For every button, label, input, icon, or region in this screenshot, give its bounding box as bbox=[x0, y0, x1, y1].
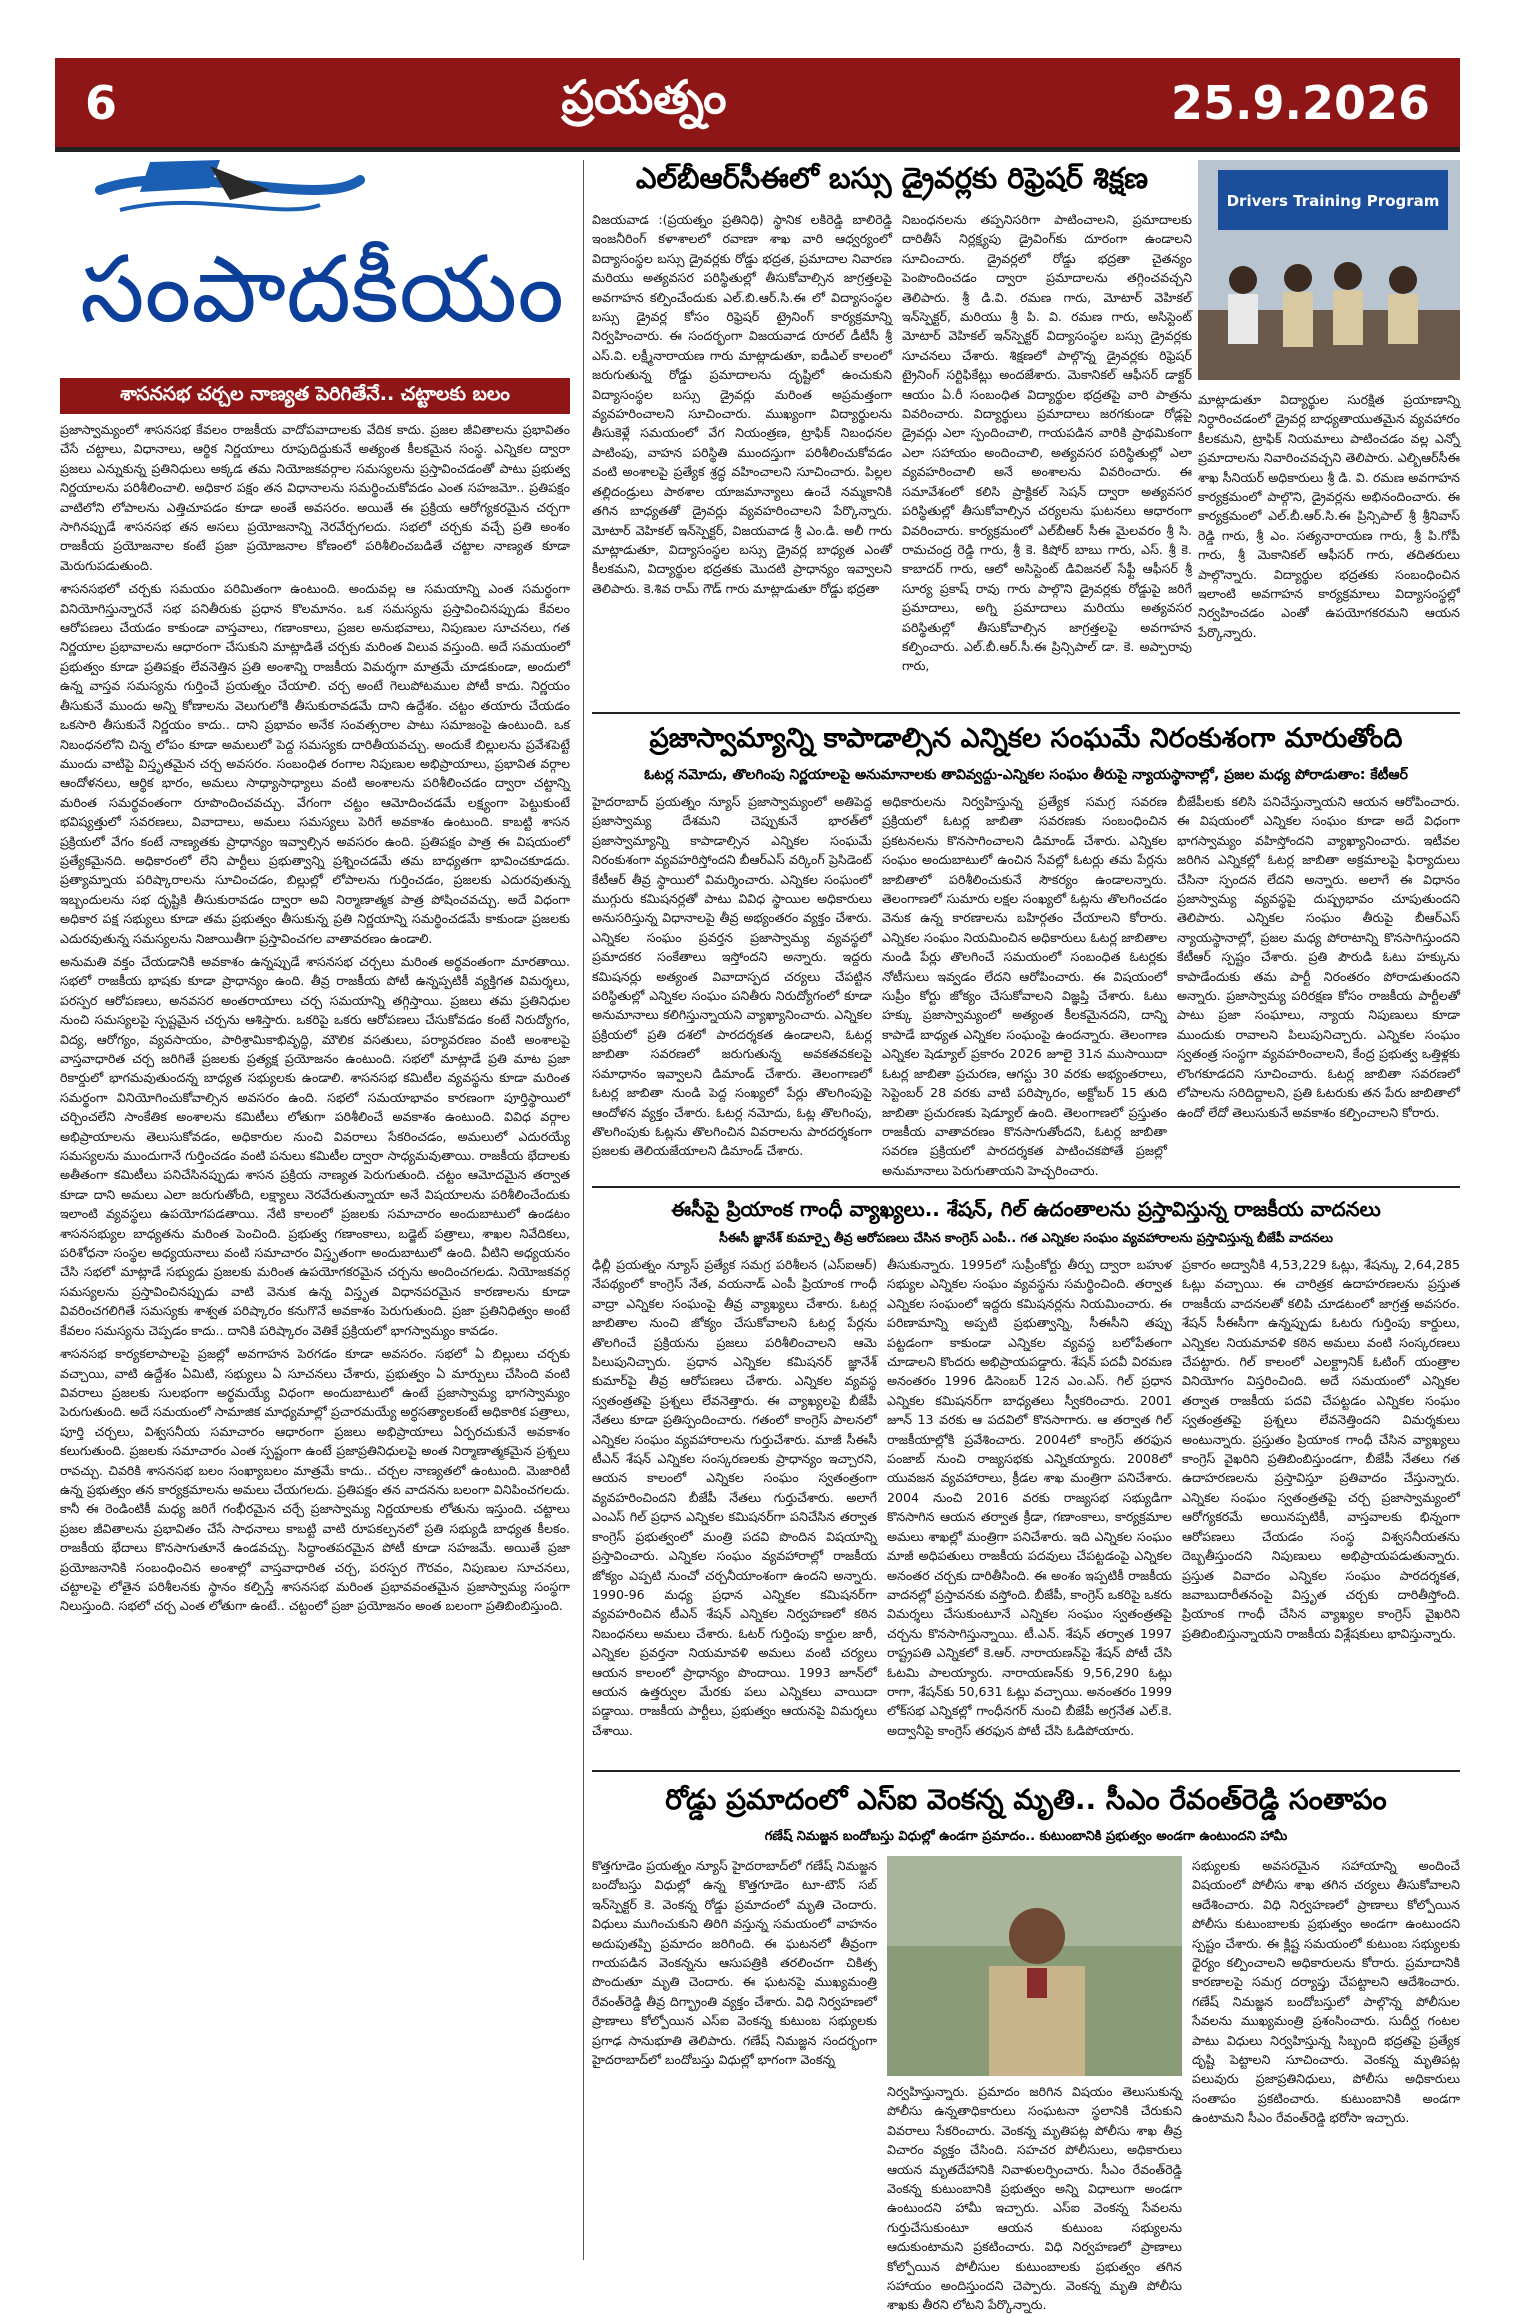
section-divider bbox=[592, 1770, 1460, 1772]
article1-body-col1: విజయవాడ :(ప్రయత్నం ప్రతినిధి) స్థానిక లకిరెడ్డి బాలిరెడ్డి ఇంజనీరింగ్ కళాశాలలో రవాణా శాఖ వారి ఆధ్వర్యంలో విద్యాసంస్థల బస్సు డ్రైవర్లకు రోడ్డు భద్రత, ప్రమాదాల నివారణ మరియు అత్యవసర పరిస్థితుల్లో తీసుకోవాల్సిన జాగ్రత్తలపై అవగాహన కల్పించేందుకు ఎల్.బి.ఆర్.సి.ఈ లో విద్యాసంస్థల బస్సు డ్రైవర్ల కోసం రిఫ్రెషర్ ట్రైనింగ్ కార్యక్రమాన్ని నిర్వహించారు. ఈ సందర్భంగా విజయవాడ రూరల్ డీటీసీ శ్రీ ఎస్.వి. లక్ష్మీనారాయణ గారు మాట్లాడుతూ, ఐడీఎల్ కాలంలో జరుగుతున్న రోడ్డు ప్రమాదాలను దృష్టిలో ఉంచుకుని విద్యాసంస్థల బస్సు డ్రైవర్లు మరింత అప్రమత్తంగా వ్యవహరించాలని సూచించారు. ముఖ్యంగా విద్యార్థులను తీసుకెళ్లే సమయంలో వేగ నియంత్రణ, ట్రాఫిక్ నిబంధనల పాటింపు, వాహన పరిస్థితి ముందస్తుగా పరిశీలించుకోవడం వంటి అంశాలపై ప్రత్యేక శ్రద్ధ వహించాలని సూచించారు. పిల్లల తల్లిదండ్రులు పాఠశాల యాజమాన్యాలు ఉంచే నమ్మకానికి తగిన బాధ్యతతో డ్రైవర్లు వ్యవహరించాలని పేర్కొన్నారు. మోటార్ వెహికల్ ఇన్‌స్పెక్టర్, విజయవాడ శ్రీ ఎం.డి. అలీ గారు మాట్లాడుతూ, విద్యాసంస్థల బస్సు డ్రైవర్ల బాధ్యత ఎంతో కీలకమని, విద్యార్థుల భద్రతకు మొదటి ప్రాధాన్యం ఇవ్వాలని తెలిపారు. కె.శివ రామ్ గౌడ్ గారు మాట్లాడుతూ రోడ్డు భద్రతా bbox=[592, 212, 892, 596]
article3-body-col3: ప్రకారం అద్వానీకి 4,53,229 ఓట్లు, శేషన్కు 2,64,285 ఓట్లు వచ్చాయి. ఈ చారిత్రక ఉదాహరణలను ప్రస్తుత రాజకీయ వాదనలతో కలిపి చూడటంలో జాగ్రత్త అవసరం. శేషన్ సీఈసీగా ఉన్నప్పుడు ఓటరు గుర్తింపు కార్డులు, ఎన్నికల నియమావళి కఠిన అమలు వంటి సంస్కరణలు చేపట్టారు. గిల్ కాలంలో ఎలక్ట్రానిక్ ఓటింగ్ యంత్రాల వినియోగం విస్తరించింది. అదే సమయంలో ఎన్నికల తర్వాత రాజకీయ పదవి చేపట్టడం ఎన్నికల సంఘం స్వతంత్రతపై ప్రశ్నలు లేవనెత్తిందని విమర్శకులు అంటున్నారు. ప్రస్తుతం ప్రియాంక గాంధీ చేసిన వ్యాఖ్యలు కాంగ్రెస్ వైఖరిని ప్రతిబింబిస్తుండగా, బీజేపీ నేతలు గత ఉదాహరణలను ప్రస్తావిస్తూ ప్రతివాదం చేస్తున్నారు. ఎన్నికల సంఘం స్వతంత్రతపై చర్చ ప్రజాస్వామ్యంలో ఆరోగ్యకరమే అయినప్పటికీ, వాస్తవాలకు భిన్నంగా ఆరోపణలు చేయడం సంస్థ విశ్వసనీయతను దెబ్బతీస్తుందని నిపుణులు అభిప్రాయపడుతున్నారు. ప్రస్తుత వివాదం ఎన్నికల సంఘం పారదర్శకత, జవాబుదారీతనంపై విస్తృత చర్చకు దారితీస్తోంది. ప్రియాంక గాంధీ చేసిన వ్యాఖ్యల కాంగ్రెస్ వైఖరిని ప్రతిబింబిస్తున్నాయని రాజకీయ విశ్లేషకులు భావిస్తున్నారు. bbox=[1182, 1257, 1460, 1641]
top-margin bbox=[0, 0, 1515, 45]
article4-body-col1: కొత్తగూడెం ప్రయత్నం న్యూస్ హైదరాబాద్‌లో గణేష్ నిమజ్జన బందోబస్తు విధుల్లో ఉన్న కొత్తగూడెం టూ-టౌన్ సబ్ ఇన్‌స్పెక్టర్ కె. వెంకన్న రోడ్డు ప్రమాదంలో మృతి చెందారు. విధులు ముగించుకుని తిరిగి వస్తున్న సమయంలో వాహనం అదుపుతప్పి ప్రమాదం జరిగింది. ఈ ఘటనలో తీవ్రంగా గాయపడిన వెంకన్నను ఆసుపత్రికి తరలించగా చికిత్స పొందుతూ మృతి చెందారు. ఈ ఘటనపై ముఖ్యమంత్రి రేవంత్‌రెడ్డి తీవ్ర దిగ్భ్రాంతి వ్యక్తం చేశారు. విధి నిర్వహణలో ప్రాణాలు కోల్పోయిన ఎస్ఐ వెంకన్న కుటుంబ సభ్యులకు ప్రగాఢ సానుభూతి తెలిపారు. గణేష్ నిమజ్జన సందర్భంగా హైదరాబాద్‌లో బందోబస్తు విధుల్లో భాగంగా వెంకన్న bbox=[592, 1858, 877, 2068]
issue-date: 25.9.2026 bbox=[1171, 75, 1430, 130]
editorial-logo bbox=[60, 150, 570, 380]
article1-caption: మాట్లాడుతూ విద్యార్థుల సురక్షిత ప్రయాణాన్ని నిర్ధారించడంలో డ్రైవర్ల బాధ్యతాయుతమైన వ్యవహారం కీలకమని, ట్రాఫిక్ నియమాలు పాటించడం వల్ల ఎన్నో ప్రమాదాలను నివారించవచ్చని తెలిపారు. ఎల్బిఆర్‌సీఈ శాఖ సీనియర్ అధికారులు శ్రీ డి. వి. రమణ అవగాహన కార్యక్రమంలో పాల్గొని, డ్రైవర్లను అభినందించారు. ఈ కార్యక్రమంలో ఎల్‌.బీ.ఆర్.సి.ఈ ప్రిన్సిపాల్ శ్రీ శ్రీనివాస్ రెడ్డి గారు, శ్రీ ఎం. సత్యనారాయణ గారు, శ్రీ పి.గోపీ గారు, శ్రీ మెకానికల్ ఆఫీసర్ గారు, తదితరులు పాల్గొన్నారు. విద్యార్థుల భద్రతకు సంబంధించిన ఇలాంటి అవగాహన కార్యక్రమాలు విద్యాసంస్థల్లో నిర్వహించడం ఎంతో ఉపయోగకరమని ఆయన పేర్కొన్నారు. bbox=[1198, 392, 1460, 640]
editorial-logo-text: సంపాదకీయం bbox=[80, 236, 565, 343]
article1-photo bbox=[1198, 160, 1460, 380]
article2-body-col3: బీజేపీలకు కలిసి పనిచేస్తున్నాయని ఆయన ఆరోపించారు. ఈ విషయంలో ఎన్నికల సంఘం కూడా అదే విధంగా భాగస్వామ్యం వహిస్తోందని వ్యాఖ్యానించారు. ఇటీవల జరిగిన ఎన్నికల్లో ఓటర్ల జాబితా అక్రమాలపై ఫిర్యాదులు చేసినా స్పందన లేదని అన్నారు. అలాగే ఈ విధానం ప్రజాస్వామ్య వ్యవస్థపై దుష్ప్రభావం చూపుతుందని తెలిపారు. ఎన్నికల సంఘం తీరుపై బీఆర్ఎస్ న్యాయస్థానాల్లో, ప్రజల మధ్య పోరాటాన్ని కొనసాగిస్తుందని కేటీఆర్ స్పష్టం చేశారు. ప్రతి పౌరుడి ఓటు హక్కును కాపాడేందుకు తమ పార్టీ నిరంతరం పోరాడుతుందని అన్నారు. ప్రజాస్వామ్య పరిరక్షణ కోసం రాజకీయ పార్టీలతో పాటు ప్రజా సంఘాలు, న్యాయ నిపుణులు కూడా ముందుకు రావాలని పిలుపునిచ్చారు. ఎన్నికల సంఘం స్వతంత్ర సంస్థగా వ్యవహరించాలని, కేంద్ర ప్రభుత్వ ఒత్తిళ్లకు లొంగకూడదని సూచించారు. ఓటర్ల జాబితా సవరణలో లోపాలను సరిదిద్దాలని, ప్రతి ఓటరుకు తన పేరు జాబితాలో ఉందో లేదో తెలుసుకునే అవకాశం కల్పించాలని కోరారు. bbox=[1177, 794, 1460, 1120]
article3-body-col1: ఢిల్లీ ప్రయత్నం న్యూస్ ప్రత్యేక సమగ్ర పరిశీలన (ఎస్ఐఆర్) నేపథ్యంలో కాంగ్రెస్ నేత, వయనాడ్ ఎంపీ ప్రియాంక గాంధీ వాద్రా ఎన్నికల సంఘంపై తీవ్ర వ్యాఖ్యలు చేశారు. ఓటర్ల జాబితాల నుంచి జోక్యం చేసుకోవాలని ఓటర్ల పేర్లను తొలగించే ప్రక్రియను ప్రజలు పరిశీలించాలని ఆమె పిలుపునిచ్చారు. ప్రధాన ఎన్నికల కమిషనర్ జ్ఞానేశ్ కుమార్‌పై తీవ్ర ఆరోపణలు చేశారు. ఎన్నికల వ్యవస్థ స్వతంత్రతపై ప్రశ్నలు లేవనెత్తారు. ఈ వ్యాఖ్యలపై బీజేపీ నేతలు కూడా ప్రతిస్పందించారు. గతంలో కాంగ్రెస్ పాలనలో ఎన్నికల సంఘం వ్యవహారాలను గుర్తుచేశారు. మాజీ సీఈసీ టీఎన్ శేషన్ ఎన్నికల సంస్కరణలకు ప్రాధాన్యం ఇచ్చారని, ఆయన కాలంలో ఎన్నికల సంఘం స్వతంత్రంగా వ్యవహరించిందని బీజేపీ నేతలు గుర్తుచేశారు. అలాగే ఎంఎస్ గిల్ ప్రధాన ఎన్నికల కమిషనర్‌గా పనిచేసిన తర్వాత కాంగ్రెస్ ప్రభుత్వంలో మంత్రి పదవి పొందిన విషయాన్ని ప్రస్తావించారు. ఎన్నికల సంఘం వ్యవహారాల్లో రాజకీయ జోక్యం ఎప్పటి నుంచో చర్చనీయాంశంగా ఉందని అన్నారు. 1990-96 మధ్య ప్రధాన ఎన్నికల కమిషనర్‌గా వ్యవహరించిన టీఎన్ శేషన్ ఎన్నికల నిర్వహణలో కఠిన నిబంధనలు అమలు చేశారు. ఓటర్ గుర్తింపు కార్డుల జారీ, ఎన్నికల ప్రవర్తనా నియమావళి అమలు వంటి చర్యలు ఆయన కాలంలో ప్రాధాన్యం పొందాయి. 1993 జూన్‌లో ఆయన ఉత్తర్వుల మేరకు పలు ఎన్నికలు వాయిదా పడ్డాయి. రాజకీయ పార్టీలు, ప్రభుత్వం ఆయనపై విమర్శలు చేశాయి. bbox=[592, 1257, 877, 1738]
editorial-paragraph: అనుమతి వక్తం చేయడానికి అవకాశం ఉన్నప్పుడే శాసనసభ చర్చలు మరింత అర్థవంతంగా మారతాయి. సభలో రాజకీయ భాషకు కూడా ప్రాధాన్యం ఉంది. తీవ్ర రాజకీయ పోటీ ఉన్నప్పటికీ వ్యక్తిగత విమర్శలు, పరస్పర ఆరోపణలు, అనవసర అంతరాయాలు చర్చ సమయాన్ని తగ్గిస్తాయి. ప్రజలు తమ ప్రతినిధుల నుంచి సమస్యలపై స్పష్టమైన చర్చను ఆశిస్తారు. ఒకరిపై ఒకరు ఆరోపణలు చేసుకోవడం కంటే నిరుద్యోగం, విద్య, ఆరోగ్యం, వ్యవసాయం, పారిశ్రామికాభివృద్ధి, మౌలిక వసతులు, పర్యావరణం వంటి అంశాలపై వాస్తవాధారిత చర్చ జరిగితే ప్రజలకు ప్రత్యక్ష ప్రయోజనం ఉంటుంది. సభలో మాట్లాడే ప్రతి మాట ప్రజా రికార్డులో భాగమవుతుందన్న బాధ్యత సభ్యులకు ఉండాలి. శాసనసభ కమిటీల వ్యవస్థను కూడా మరింత సమర్థంగా వినియోగించుకోవాల్సిన అవసరం ఉంది. సభలో సమయాభావం కారణంగా పూర్తిస్థాయిలో చర్చించలేని సాంకేతిక అంశాలను కమిటీలు లోతుగా పరిశీలించే అవకాశం ఉంటుంది. వివిధ వర్గాల అభిప్రాయాలను తెలుసుకోవడం, అధికారుల నుంచి వివరాలు సేకరించడం, అమలులో ఎదురయ్యే సమస్యలను ముందుగానే గుర్తించడం వంటి పనులు కమిటీల ద్వారా సాధ్యమవుతాయి. రాజకీయ భేదాలకు అతీతంగా కమిటీలు పనిచేసినప్పుడు శాసన ప్రక్రియ నాణ్యత పెరుగుతుంది. చట్టం ఆమోదమైన తర్వాత కూడా దాని అమలు ఎలా జరుగుతోంది, లక్ష్యాలు నెరవేరుతున్నాయా అనే విషయాలను పరిశీలించేందుకు ఇలాంటి వ్యవస్థలు ఉపయోగపడతాయి. నేటి కాలంలో ప్రజలకు సమాచారం అందుబాటులో ఉండటం శాసనసభ్యుల బాధ్యతను మరింత పెంచింది. ప్రభుత్వ గణాంకాలు, బడ్జెట్ పత్రాలు, శాఖల నివేదికలు, పరిశోధనా సంస్థల అధ్యయనాలు వంటి సమాచారం విస్తృతంగా అందుబాటులో ఉంది. వీటిని అధ్యయనం చేసి సభలో మాట్లాడే సభ్యుడు ప్రజలకు మరింత ఉపయోగకరమైన చర్చను అందించగలడు. నియోజకవర్గ సమస్యలను ప్రస్తావించినప్పుడు వాటి వెనుక ఉన్న విస్తృత విధానపరమైన కారణాలను కూడా వివరించగలిగితే సమస్యకు శాశ్వత పరిష్కారం కనుగొనే అవకాశం పెరుగుతుంది. ప్రజా ప్రతినిధిత్వం అంటే కేవలం సమస్యను చెప్పడం కాదు.. దానికి పరిష్కారం వెతికే ప్రక్రియలో భాగస్వామ్యం కావడం. bbox=[60, 953, 570, 1338]
article4-body-col3: సభ్యులకు అవసరమైన సహాయాన్ని అందించే విషయంలో పోలీసు శాఖ తగిన చర్యలు తీసుకోవాలని ఆదేశించారు. విధి నిర్వహణలో ప్రాణాలు కోల్పోయిన పోలీసు కుటుంబాలకు ప్రభుత్వం అండగా ఉంటుందని స్పష్టం చేశారు. ఈ క్లిష్ట సమయంలో కుటుంబ సభ్యులకు ధైర్యం కల్పించాలని అధికారులను కోరారు. ప్రమాదానికి కారణాలపై సమగ్ర దర్యాప్తు చేపట్టాలని ఆదేశించారు. గణేష్ నిమజ్జన బందోబస్తులో పాల్గొన్న పోలీసుల సేవలను ముఖ్యమంత్రి ప్రశంసించారు. సుదీర్ఘ గంటల పాటు విధులు నిర్వహిస్తున్న సిబ్బంది భద్రతపై ప్రత్యేక దృష్టి పెట్టాలని సూచించారు. వెంకన్న మృతిపట్ల పలువురు ప్రజాప్రతినిధులు, పోలీసు అధికారులు సంతాపం ప్రకటించారు. కుటుంబానికి అండగా ఉంటామని సీఎం రేవంత్‌రెడ్డి భరోసా ఇచ్చారు. bbox=[1192, 1858, 1460, 2126]
paper-name: ప్రయత్నం bbox=[561, 69, 727, 124]
article3-subheadline: సీఈసీ జ్ఞానేశ్ కుమార్పై తీవ్ర ఆరోపణలు చేసిన కాంగ్రెస్ ఎంపీ.. గత ఎన్నికల సంఘం వ్యవహారాలను ప్రస్తావిస్తున్న బీజేపీ వాదనలు bbox=[719, 1230, 1333, 1245]
page-number: 6 bbox=[85, 75, 118, 130]
masthead bbox=[55, 58, 1460, 152]
article3-headline: ఈసీపై ప్రియాంక గాంధీ వ్యాఖ్యలు.. శేషన్, గిల్ ఉదంతాలను ప్రస్తావిస్తున్న రాజకీయ వాదనలు bbox=[671, 1197, 1381, 1221]
officer-photo-icon bbox=[887, 1856, 1182, 2076]
editorial-paragraph: శాసనసభ కార్యకలాపాలపై ప్రజల్లో అవగాహన పెరగడం కూడా అవసరం. సభలో ఏ బిల్లులు చర్చకు వచ్చాయి, వాటి ఉద్దేశం ఏమిటి, సభ్యులు ఏ సూచనలు చేశారు, ప్రభుత్వం ఏ మార్పులు చేసింది వంటి వివరాలు ప్రజలకు సులభంగా అర్థమయ్యే విధంగా అందుబాటులో ఉంటే ప్రజాస్వామ్య భాగస్వామ్యం పెరుగుతుంది. అదే సమయంలో సామాజిక మాధ్యమాల్లో ప్రచారమయ్యే అర్ధసత్యాలకంటే అధికారిక పత్రాలు, పూర్తి చర్చలు, విశ్వసనీయ సమాచారం ఆధారంగా ప్రజలు అభిప్రాయాలు ఏర్పరచుకునే అవకాశం కలుగుతుంది. ప్రజలకు సమాచారం ఎంత స్పష్టంగా ఉంటే ప్రజాప్రతినిధులపై అంత నిర్మాణాత్మకమైన ప్రశ్నలు రావచ్చు. చివరికి శాసనసభ బలం సంఖ్యాబలం మాత్రమే కాదు.. చర్చల నాణ్యతలో ఉంటుంది. మెజారిటీ ఉన్న ప్రభుత్వం తన కార్యక్రమాలను అమలు చేయగలదు. ప్రతిపక్షం తన వాదనను బలంగా వినిపించగలదు. కానీ ఈ రెండింటికీ మధ్య జరిగే గంభీరమైన చర్చే ప్రజాస్వామ్య నిర్ణయాలకు లోతును ఇస్తుంది. చట్టాలు ప్రజల జీవితాలను ప్రభావితం చేసే సాధనాలు కాబట్టి వాటి రూపకల్పనలో ప్రతి సభ్యుడి బాధ్యత కీలకం. రాజకీయ భేదాలు కొనసాగుతూనే ఉండవచ్చు. సిద్ధాంతపరమైన పోటీ కూడా సహజమే. అయితే ప్రజా ప్రయోజనానికి సంబంధించిన అంశాల్లో వాస్తవాధారిత చర్చ, పరస్పర గౌరవం, నిపుణుల సూచనలు, చట్టాలపై లోతైన పరిశీలనకు స్థానం కల్పిస్తే శాసనసభ మరింత ప్రభావవంతమైన ప్రజాస్వామ్య సంస్థగా నిలుస్తుంది. సభలో చర్చ ఎంత లోతుగా ఉంటే.. చట్టంలో ప్రజా ప్రయోజనం అంత బలంగా ప్రతిబింబిస్తుంది. bbox=[60, 1346, 570, 1614]
editorial-body bbox=[60, 420, 570, 2260]
article1-body-col2: నిబంధనలను తప్పనిసరిగా పాటించాలని, ప్రమాదాలకు దారితీసే నిర్లక్ష్యపు డ్రైవింగ్‌కు దూరంగా ఉండాలని సూచించారు. డ్రైవర్లలో రోడ్డు భద్రతా చైతన్యం పెంపొందించడం ద్వారా ప్రమాదాలను తగ్గించవచ్చని తెలిపారు. శ్రీ డి.వి. రమణ గారు, మోటార్ వెహికల్ ఇన్‌స్పెక్టర్, మరియు శ్రీ పి. వి. రమణ గారు, అసిస్టెంట్ మోటార్ వెహికల్ ఇన్‌స్పెక్టర్ విద్యాసంస్థల బస్సు డ్రైవర్లకు సూచనలు చేశారు. శిక్షణలో పాల్గొన్న డ్రైవర్లకు రిఫ్రెషర్ ట్రైనింగ్ సర్టిఫికేట్లు అందజేశారు. మెకానికల్ ఆఫీసర్ డాక్టర్ ఆయం ఏ.రీ సంబంధిత విద్యార్థుల భద్రతపై వారి పాత్రను వివరించారు. విద్యార్థులు ప్రమాదాలు జరగకుండా రోడ్లపై డ్రైవర్లు ఎలా స్పందించాలి, గాయపడిన వారికి ప్రాథమికంగా ఎలా సహాయం అందించాలి, అత్యవసర పరిస్థితుల్లో ఎలా వ్యవహరించాలి అనే అంశాలను వివరించారు. ఈ సమావేశంలో కలిసి ప్రాక్టికల్ సెషన్ ద్వారా అత్యవసర పరిస్థితుల్లో తీసుకోవాల్సిన చర్యలను ఘటనలు ఆధారంగా వివరించారు. కార్యక్రమంలో ఎల్‌బీఆర్ సీఈ మైలవరం శ్రీ సి. రామచంద్ర రెడ్డి గారు, శ్రీ కె. కిషోర్ బాబు గారు, ఎస్. శ్రీ కె. కాబాదర్ గారు, ఆలో అసిస్టెంట్ డివిజనల్ సేఫ్టీ ఆఫీసర్ శ్రీ సూర్య ప్రకాష్ రావు గారు పాల్గొని డ్రైవర్లకు రోడ్డుపై జరిగే ప్రమాదాలు, అగ్ని ప్రమాదాలు మరియు అత్యవసర పరిస్థితుల్లో తీసుకోవాల్సిన జాగ్రత్తలపై అవగాహన కల్పించారు. ఎల్.బీ.ఆర్.సీ.ఈ ప్రిన్సిపాల్ డా. కె. అప్పారావు గారు, bbox=[902, 212, 1192, 674]
article4-body-col2: నిర్వహిస్తున్నారు. ప్రమాదం జరిగిన విషయం తెలుసుకున్న పోలీసు ఉన్నతాధికారులు సంఘటనా స్థలానికి చేరుకుని వివరాలు సేకరించారు. వెంకన్న మృతిపట్ల పోలీసు శాఖ తీవ్ర విచారం వ్యక్తం చేసింది. సహచర పోలీసులు, అధికారులు ఆయన మృతదేహానికి నివాళులర్పించారు. సీఎం రేవంత్‌రెడ్డి వెంకన్న కుటుంబానికి ప్రభుత్వం అన్ని విధాలుగా అండగా ఉంటుందని హామీ ఇచ్చారు. ఎస్ఐ వెంకన్న సేవలను గుర్తుచేసుకుంటూ ఆయన కుటుంబ సభ్యులను ఆదుకుంటామని ప్రకటించారు. విధి నిర్వహణలో ప్రాణాలు కోల్పోయిన పోలీసుల కుటుంబాలకు ప్రభుత్వం తగిన సహాయం అందిస్తుందని చెప్పారు. వెంకన్న మృతి పోలీసు శాఖకు తీరని లోటని పేర్కొన్నారు. bbox=[887, 2084, 1182, 2313]
editorial-headline: శాసనసభ చర్చల నాణ్యత పెరిగితేనే.. చట్టాలకు బలం bbox=[60, 378, 570, 414]
section-divider bbox=[592, 712, 1460, 714]
article2-subheadline: ఓటర్ల నమోదు, తొలగింపు నిర్ణయాలపై అనుమానాలకు తావివ్వద్దు-ఎన్నికల సంఘం తీరుపై న్యాయస్థానాల్లో, ప్రజల మధ్య పోరాడుతాం: కేటీఆర్ bbox=[644, 767, 1408, 783]
column-divider bbox=[583, 160, 584, 2260]
editorial-paragraph: ప్రజాస్వామ్యంలో శాసనసభ కేవలం రాజకీయ వాదోపవాదాలకు వేదిక కాదు. ప్రజల జీవితాలను ప్రభావితం చేసే చట్టాలు, విధానాలు, ఆర్థిక నిర్ణయాలు రూపుదిద్దుకునే అత్యంత కీలకమైన సంస్థ. ఎన్నికల ద్వారా ప్రజలు ఎన్నుకున్న ప్రతినిధులు అక్కడ తమ నియోజకవర్గాల సమస్యలను ప్రస్తావించడంతో పాటు ప్రభుత్వ నిర్ణయాలను పరిశీలించాలి. అధికార పక్షం తన విధానాలను సమర్థించుకోవడం ఎంత సహజమో.. ప్రతిపక్షం వాటిలోని లోపాలను ఎత్తిచూపడం కూడా అంతే అవసరం. అయితే ఈ ప్రక్రియ ఆరోగ్యకరమైన చర్చగా సాగినప్పుడే శాసనసభ తన అసలు ప్రయోజనాన్ని నెరవేర్చగలదు. సభలో చర్చకు వచ్చే ప్రతి అంశం రాజకీయ ప్రయోజనాల కంటే ప్రజా ప్రయోజనాల కోణంలో పరిశీలించబడితే చట్టాల నాణ్యత కూడా మెరుగుపడుతుంది. bbox=[60, 422, 570, 573]
section-divider bbox=[592, 1186, 1460, 1188]
article4-photo bbox=[887, 1856, 1182, 2076]
article2-body-col1: హైదరాబాద్ ప్రయత్నం న్యూస్ ప్రజాస్వామ్యంలో అతిపెద్ద ప్రజాస్వామ్య దేశమని చెప్పుకునే భారత్‌లో ప్రజాస్వామ్యాన్ని కాపాడాల్సిన ఎన్నికల సంఘమే నిరంకుశంగా వ్యవహరిస్తోందని బీఆర్ఎస్ వర్కింగ్ ప్రెసిడెంట్ కేటీఆర్ తీవ్ర స్థాయిలో విమర్శించారు. ఎన్నికల సంఘంలో ముగ్గురు కమిషనర్లతో పాటు వివిధ స్థాయిల అధికారులు అనుసరిస్తున్న విధానాలపై తీవ్ర అభ్యంతరం వ్యక్తం చేశారు. ఎన్నికల సంఘం ప్రవర్తన ప్రజాస్వామ్య వ్యవస్థలో ప్రమాదకర సంకేతాలు ఇస్తోందని అన్నారు. ఇద్దరు కమిషనర్లు అత్యంత వివాదాస్పద చర్యలు చేపట్టిన పరిస్థితుల్లో ఎన్నికల సంఘం పనితీరు నిరుద్యోగంలో కూడా అనుమానాలు కలిగిస్తున్నాయని వ్యాఖ్యానించారు. ఎన్నికల ప్రక్రియలో ప్రతి దశలో పారదర్శకత ఉండాలని, ఓటర్ల జాబితా సవరణలో జరుగుతున్న అవకతవకలపై సమాధానం ఇవ్వాలని డిమాండ్ చేశారు. తెలంగాణలో ఓటర్ల జాబితా నుండి పెద్ద సంఖ్యలో పేర్లు తొలగింపుపై ఆందోళన వ్యక్తం చేశారు. ఓటర్ల నమోదు, ఓట్ల తొలగింపు, తొలగింపుకు ఓట్లను తొలగించిన వివరాలను పారదర్శకంగా ప్రజలకు తెలియజేయాలని డిమాండ్ చేశారు. bbox=[592, 794, 872, 1159]
article4-headline: రోడ్డు ప్రమాదంలో ఎస్ఐ వెంకన్న మృతి.. సీఎం రేవంత్‌రెడ్డి సంతాపం bbox=[665, 1783, 1387, 1816]
article2-body-col2: అధికారులను నిర్వహిస్తున్న ప్రత్యేక సమగ్ర సవరణ ప్రక్రియలో ఓటర్ల జాబితా సవరణకు సంబంధించిన ప్రకటనలను కొనసాగించాలని డిమాండ్ చేశారు. ఎన్నికల సంఘం అందుబాటులో ఉంచిన సేవల్లో ఓటర్లు తమ పేర్లను జాబితాలో పరిశీలించుకునే సౌకర్యం ఉండాలన్నారు. తెలంగాణలో సుమారు లక్షల సంఖ్యలో ఓట్లను తొలగించడం వెనుక ఉన్న కారణాలను బహిర్గతం చేయాలని కోరారు. ఎన్నికల సంఘం నియమించిన అధికారులు ఓటర్ల జాబితాల నుండి పేర్లు తొలగించే సమయంలో సంబంధిత ఓటర్లకు నోటీసులు ఇవ్వడం లేదని ఆరోపించారు. ఈ విషయంలో సుప్రీం కోర్టు జోక్యం చేసుకోవాలని విజ్ఞప్తి చేశారు. ఓటు హక్కు ప్రజాస్వామ్యంలో అత్యంత కీలకమైనదని, దాన్ని కాపాడే బాధ్యత ఎన్నికల సంఘంపై ఉందన్నారు. తెలంగాణ ఎన్నికల షెడ్యూల్ ప్రకారం 2026 జూలై 31న ముసాయిదా ఓటర్ల జాబితా ప్రచురణ, ఆగస్టు 30 వరకు అభ్యంతరాలు, సెప్టెంబర్ 28 వరకు వాటి పరిష్కారం, అక్టోబర్ 15 తుది జాబితా ప్రచురణకు షెడ్యూల్ ఉంది. తెలంగాణలో ప్రస్తుతం రాజకీయ వాతావరణం కొనసాగుతోందని, ఓటర్ల జాబితా సవరణ ప్రక్రియలో పారదర్శకత పాటించకపోతే ప్రజల్లో అనుమానాలు పెరుగుతాయని హెచ్చరించారు. bbox=[882, 794, 1167, 1178]
article3-body-col2: తీసుకున్నారు. 1995లో సుప్రీంకోర్టు తీర్పు ద్వారా బహుళ సభ్యుల ఎన్నికల సంఘం వ్యవస్థను సమర్థించింది. తర్వాత ఎన్నికల సంఘంలో ఇద్దరు కమిషనర్లను నియమించారు. ఈ పరిణామాన్ని అప్పటి ప్రభుత్వాన్ని, సీఈసీని తప్పు పట్టడంగా కాకుండా ఎన్నికల వ్యవస్థ బలోపేతంగా చూడాలని కొందరు అభిప్రాయపడ్డారు. శేషన్ పదవీ విరమణ అనంతరం 1996 డిసెంబర్ 12న ఎం.ఎస్. గిల్ ప్రధాన ఎన్నికల కమిషనర్‌గా బాధ్యతలు స్వీకరించారు. 2001 జూన్ 13 వరకు ఆ పదవిలో కొనసాగారు. ఆ తర్వాత గిల్ రాజకీయాల్లోకి ప్రవేశించారు. 2004లో కాంగ్రెస్ తరఫున పంజాబ్ నుంచి రాజ్యసభకు ఎన్నికయ్యారు. 2008లో యువజన వ్యవహారాలు, క్రీడల శాఖ మంత్రిగా పనిచేశారు. 2004 నుంచి 2016 వరకు రాజ్యసభ సభ్యుడిగా కొనసాగిన ఆయన తర్వాత క్రీడా, గణాంకాలు, కార్యక్రమాల అమలు శాఖల్లో మంత్రిగా పనిచేశారు. ఇది ఎన్నికల సంఘం మాజీ అధిపతులు రాజకీయ పదవులు చేపట్టడంపై ఎన్నికల అనంతర చర్చకు దారితీసింది. ఈ అంశం ఇప్పటికీ రాజకీయ వాదనల్లో ప్రస్తావనకు వస్తోంది. బీజేపీ, కాంగ్రెస్ ఒకరిపై ఒకరు విమర్శలు చేసుకుంటూనే ఎన్నికల సంఘం స్వతంత్రతపై చర్చను కొనసాగిస్తున్నాయి. టీ.ఎన్. శేషన్ తర్వాత 1997 రాష్ట్రపతి ఎన్నికలో కె.ఆర్. నారాయణన్‌పై శేషన్ పోటీ చేసి ఓటమి పాలయ్యారు. నారాయణన్‌కు 9,56,290 ఓట్లు రాగా, శేషన్‌కు 50,631 ఓట్లు వచ్చాయి. అనంతరం 1999 లోక్‌సభ ఎన్నికల్లో గాంధీనగర్ నుంచి బీజేపీ అగ్రనేత ఎల్.కె. అద్వానీపై కాంగ్రెస్ తరఫున పోటీ చేసి ఓడిపోయారు. bbox=[887, 1257, 1172, 1738]
article1-headline: ఎల్‌బీఆర్‌సీఈలో బస్సు డ్రైవర్లకు రిఫ్రెషర్ శిక్షణ bbox=[635, 161, 1149, 195]
article4-subheadline: గణేష్ నిమజ్జన బందోబస్తు విధుల్లో ఉండగా ప్రమాదం.. కుటుంబానికి ప్రభుత్వం అండగా ఉంటుందని హామీ bbox=[764, 1829, 1288, 1844]
training-photo-icon bbox=[1198, 160, 1460, 380]
photo-banner-text: Drivers Training Program bbox=[1226, 192, 1440, 210]
article2-headline: ప్రజాస్వామ్యాన్ని కాపాడాల్సిన ఎన్నికల సంఘమే నిరంకుశంగా మారుతోంది bbox=[649, 723, 1403, 754]
editorial-paragraph: శాసనసభలో చర్చకు సమయం పరిమితంగా ఉంటుంది. అందువల్ల ఆ సమయాన్ని ఎంత సమర్థంగా వినియోగిస్తున్నారనే సభ పనితీరుకు ప్రధాన కొలమానం. ఒక సమస్యను ప్రస్తావించినప్పుడు కేవలం ఆరోపణలు చేయడం కాకుండా వాస్తవాలు, గణాంకాలు, ప్రజల అనుభవాలు, నిపుణుల సూచనలు, గత నిర్ణయాల ప్రభావాలను ఆధారంగా చేసుకుని మాట్లాడితే చర్చకు మరింత విలువ వస్తుంది. అదే సమయంలో ప్రభుత్వం కూడా ప్రతిపక్షం లేవనెత్తిన ప్రతి అంశాన్ని రాజకీయ విమర్శగా మాత్రమే చూడకుండా, అందులో ఉన్న వాస్తవ సమస్యను గుర్తించే ప్రయత్నం చేయాలి. చర్చ అంటే గెలుపోటముల పోటీ కాదు. నిర్ణయం తీసుకునే ముందు అన్ని కోణాలను వెలుగులోకి తీసుకురావడమే దాని ఉద్దేశం. చట్టం తయారు చేయడం ఒకసారి తీసుకునే నిర్ణయం కాదు.. దాని ప్రభావం అనేక సంవత్సరాల పాటు సమాజంపై ఉంటుంది. ఒక నిబంధనలోని చిన్న లోపం కూడా అమలులో పెద్ద సమస్యకు దారితీయవచ్చు. అందుకే బిల్లులను ప్రవేశపెట్టే ముందు వాటిపై విస్తృతమైన చర్చ అవసరం. సంబంధిత రంగాల నిపుణుల అభిప్రాయాలు, ప్రభావిత వర్గాల ఆందోళనలు, ఆర్థిక భారం, అమలు సాధ్యాసాధ్యాలు వంటి అంశాలను పరిశీలించడం ద్వారా చట్టాన్ని మరింత సమర్థవంతంగా రూపొందించవచ్చు. వేగంగా చట్టం ఆమోదించడమే లక్ష్యంగా పెట్టుకుంటే భవిష్యత్తులో సవరణలు, వివాదాలు, అమలు సమస్యలు పెరిగే అవకాశం ఉంటుంది. కాబట్టి శాసన ప్రక్రియలో వేగం కంటే నాణ్యతకు ప్రాధాన్యం ఇవ్వాల్సిన అవసరం ఉంది. ప్రతిపక్షం పాత్ర ఈ విషయంలో ప్రత్యేకమైనది. అధికారంలో లేని పార్టీలు ప్రభుత్వాన్ని ప్రశ్నించడమే తమ బాధ్యతగా భావించకూడదు. ప్రత్యామ్నాయ పరిష్కారాలను సూచించడం, బిల్లుల్లో లోపాలను గుర్తించడం, ప్రజలకు ఎదురవుతున్న ఇబ్బందులను సభ దృష్టికి తీసుకురావడం ద్వారా అవి నిర్మాణాత్మక పాత్ర పోషించవచ్చు. అదే విధంగా అధికార పక్ష సభ్యులు కూడా తమ ప్రభుత్వం తీసుకున్న ప్రతి నిర్ణయాన్ని సమర్థించడమే కాకుండా ప్రజలకు ఎదురవుతున్న సమస్యలను నిజాయితీగా ప్రస్తావించగల వాతావరణం ఉండాలి. bbox=[60, 581, 570, 946]
